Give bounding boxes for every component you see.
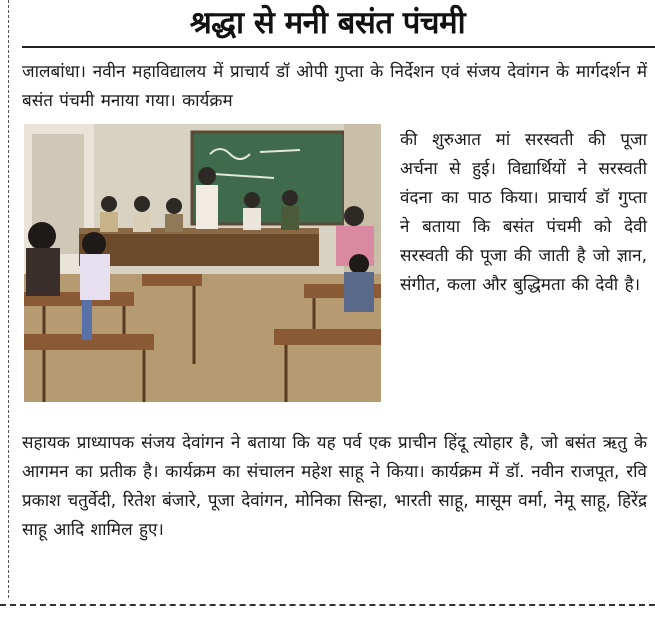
- footer-divider: [0, 604, 655, 606]
- paragraph-side: की शुरुआत मां सरस्वती की पूजा अर्चना से हुई। विद्यार्थियों ने सरस्वती वंदना का पाठ किया। प्राचार्य डॉ गुप्ता ने बताया कि बसंत पंचमी को देवी सरस्वती की पूजा की जाती है जो ज्ञान, संगीत, कला और बुद्धिमता की देवी है।: [400, 130, 647, 295]
- news-photo: [24, 124, 381, 402]
- headline-underline: [22, 46, 655, 48]
- paragraph-end: सहायक प्राध्यापक संजय देवांगन ने बताया कि यह पर्व एक प्राचीन हिंदू त्योहार है, जो बसंत ऋतु के आगमन का प्रतीक है। कार्यक्रम का संचालन महेश साहू ने किया। कार्यक्रम में डॉ. नवीन राजपूत, रवि प्रकाश चतुर्वेदी, रितेश बंजारे, पूजा देवांगन, मोनिका सिन्हा, भारती साहू, मासूम वर्मा, नेमू साहू, हिरेंद्र साहू आदि शामिल हुए।: [22, 433, 647, 540]
- headline: श्रद्धा से मनी बसंत पंचमी: [189, 5, 466, 41]
- paragraph-intro: जालबांधा। नवीन महाविद्यालय में प्राचार्य डॉ ओपी गुप्ता के निर्देशन एवं संजय देवांगन के मार्गदर्शन में बसंत पंचमी मनाया गया। कार्यक्रम: [22, 62, 647, 111]
- column-divider: [8, 0, 9, 598]
